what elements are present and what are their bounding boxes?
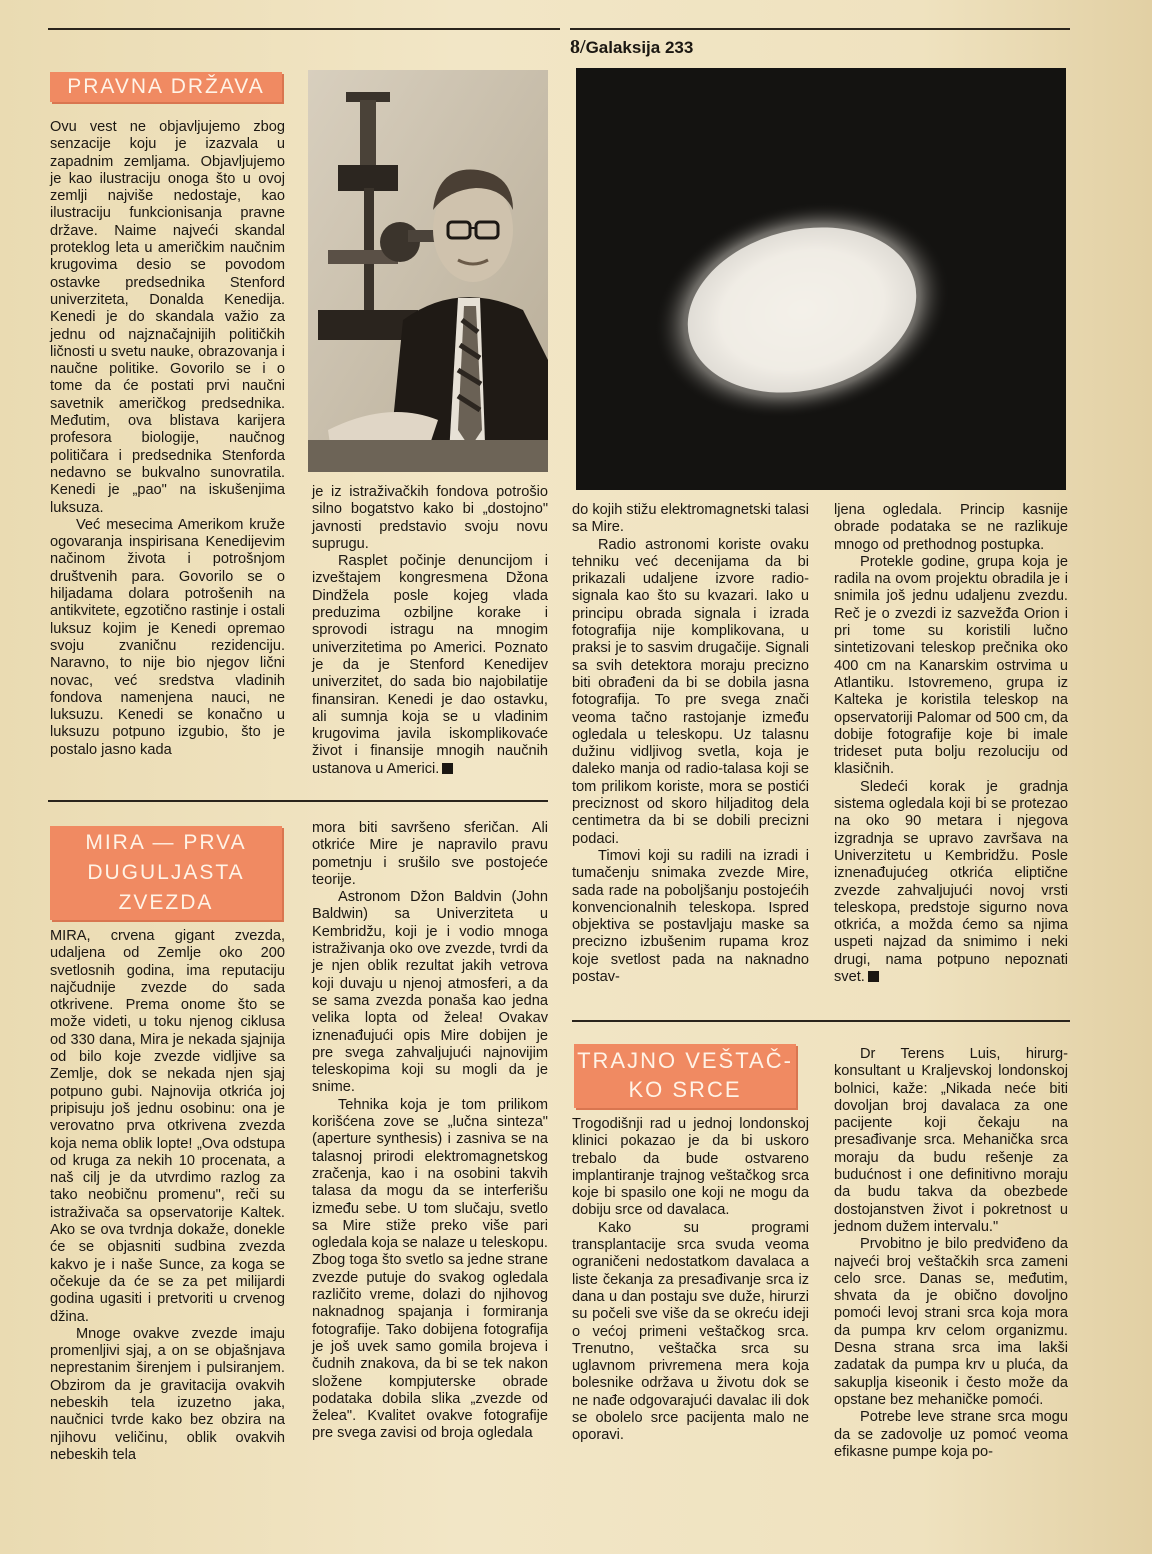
- article3-title-line: TRAJNO VEŠTAČ-: [577, 1048, 793, 1073]
- end-mark-icon: [442, 763, 453, 774]
- article3-paragraph: Potrebe leve strane srca mogu da se zadovolje uz pomoć veoma efikasne pumpe koja po-: [834, 1409, 1068, 1460]
- top-rule-right: [570, 28, 1070, 30]
- article1-paragraph: [312, 553, 548, 778]
- article2-column4: [834, 502, 1068, 986]
- article1-title-banner: [50, 72, 282, 102]
- article1-paragraph-text: Rasplet počinje denuncijom i izveštajem kongresmena Džona Dindžela posle kojeg vlada preduzima ozbiljne korake i sprovodi istragu na mnogim univerzitetima po Americi. Poznato je da je Stenford Kenedijev univerzitet, do sada bio najobilatije finansiran. Kenedi je dao ostavku, ali sumnja koja se u vladinim krugovima javila iskomplikovaće život i finansije mnogih naučnih ustanova u Americi.: [312, 553, 548, 777]
- article2-column3: [572, 502, 809, 986]
- kennedy-photo-image: [308, 70, 548, 472]
- mira-star-image: [576, 68, 1066, 490]
- article3-paragraph: Prvobitno je bilo predviđeno da najveći broj veštačkih srca zameni celo srce. Danas se, međutim, shvata da je obično dovoljno pomoći levoj strani srca koja mora da pumpa krv celom organizmu. Desna strana srca ima lakši zadatak da pumpa krv u pluća, da sakuplja kiseonik i često može da opstane bez mehaničke pomoći.: [834, 1236, 1068, 1408]
- article2-paragraph: ljena ogledala. Princip kasnije obrade podataka se ne razlikuje mnogo od prethodnog postupka.: [834, 502, 1068, 553]
- article2-paragraph: Timovi koji su radili na izradi i tumačenju snimaka zvezde Mire, sada rade na poboljšanju postojećih konvencionalnih teleskopa. Ispred objektiva se postavljaju maske sa precizno izbušenim rupama kroz koje svetlost pada na naknadno postav-: [572, 847, 809, 986]
- article2-paragraph: Mnoge ovakve zvezde imaju promenljivi sjaj, a on se objašnjava neprestanim širenjem i pulsiranjem. Obzirom da je gravitacija ovakvih nebeskih tela izuzetno jaka, naučnici tvrde kako bez obzira na njihovu veličinu, oblik ovakvih nebeskih tela: [50, 1325, 285, 1463]
- article1-column2: [312, 484, 548, 778]
- kennedy-photo: [308, 70, 548, 472]
- article2-title-line: DUGULJASTA: [87, 861, 245, 884]
- end-mark-icon: [868, 971, 879, 982]
- top-rule-left: [48, 28, 560, 30]
- section-rule: [572, 1020, 1070, 1022]
- article2-paragraph: Astronom Džon Baldvin (John Baldwin) sa Univerziteta u Kembridžu, koji je i vodio mnoga istraživanja oko ove zvezde, tvrdi da je njen oblik rezultat jakih vetrova koji duvaju u njenoj atmosferi, a da se sama zvezda ponaša kao jedna velika lopta od želea! Ovakav iznenađujući opis Mire dobijen je pre svega zahvaljujući najnovijim teleskopima koji su mogli da je snime.: [312, 889, 548, 1096]
- article2-column2: [312, 820, 548, 1443]
- article2-title-line: ZVEZDA: [118, 891, 214, 914]
- article3-column2: [834, 1046, 1068, 1461]
- article2-column1: [50, 928, 285, 1464]
- article2-paragraph: Tehnika koja je tom prilikom korišćena zove se „lučna sinteza" (aperture synthesis) i zasniva se na talasnoj prirodi elektromagnetskog zračenja, kao i na osobini takvih talasa da mogu da se interferišu između sebe. U tom slučaju, svetlo sa Mire stiže preko više pari ogledala koja se nalaze u teleskopu. Zbog toga što svetlo sa jedne strane zvezde putuje do svakog ogledala različito vreme, dolazi do njihovog naknadnog spajanja i formiranja fotografije. Tako dobijena fotografija je još uvek samo gomila brojeva i čudnih znakova, da bi se tek nakon složene kompjuterske obrade podataka dobila slika „zvezde od želea". Kvalitet ovakve fotografije pre svega zavisi od broja ogledala: [312, 1096, 548, 1442]
- article3-paragraph: Trogodišnji rad u jednoj londonskoj klinici pokazao je da bi uskoro trebalo da bude ostvareno implantiranje trajnog veštačkog srca koje bi spasilo one koji ne mogu da dobiju srce od davalaca.: [572, 1116, 809, 1219]
- article1-paragraph: Već mesecima Amerikom kruže ogovaranja inspirisana Kenedijevim načinom života i potrošnjom društvenih para. Govorilo se o hiljadama dolara potrošenih na antikvitete, egzotično rastinje i ostali luksuz kojim je Kenedi opremao svoju zvaničnu rezidenciju. Naravno, to nije bio njegov lični novac, već sredstva vladinih fondova namenjena nauci, ne luksuzu. Kenedi se konačno u luksuzu potpuno izgubio, što je postalo jasno kada: [50, 516, 285, 758]
- article3-column1: [572, 1116, 809, 1445]
- article3-paragraph: Dr Terens Luis, hirurg-konsultant u Kraljevskoj londonskoj bolnici, kaže: „Nikada neće biti dovoljan broj davalaca za one pacijente koji čekaju na presađivanje srca. Mehanička srca moraju da budu rešenje za budućnost i one definitivno moraju da budu takva da obezbede dostojanstven život i pokretnost u jednom dužem intervalu.": [834, 1046, 1068, 1235]
- article2-paragraph: [834, 779, 1068, 987]
- article2-paragraph-text: Sledeći korak je gradnja sistema ogledala koji bi se protezao na oko 90 metara i njegova izgradnja se upravo završava na Univerzitetu u Kembridžu. Posle iznenađujućeg otkrića eliptične zvezde zahvaljujući novoj vrsti teleskopa, predstoje sigurno nova otkrića, a možda ćemo sa njima uspeti najzad da snimimo i neki drugi, nama potpuno nepoznati svet.: [834, 778, 1068, 986]
- article3-paragraph: Kako su programi transplantacije srca svuda veoma ograničeni nedostatkom davalaca a liste čekanja za presađivanje srca iz dana u dan postaju sve duže, hirurzi su počeli sve više da se okreću ideji o većoj primeni veštačkog srca. Trenutno, veštačka srca su uglavnom privremena mera koja bolesnike održava u životu dok se ne nađe odgovarajući davalac ili dok se obolelo srce pacijenta malo ne oporavi.: [572, 1219, 809, 1444]
- section-rule: [48, 800, 548, 802]
- article2-paragraph: mora biti savršeno sferičan. Ali otkriće Mire je napravilo pravu pometnju i srušilo sve postojeće teorije.: [312, 820, 548, 888]
- magazine-issue: Galaksija 233: [585, 38, 694, 57]
- article3-title-banner: [574, 1044, 796, 1108]
- page-header: [570, 36, 693, 59]
- mira-star-photo: [576, 68, 1066, 490]
- article1-column1: [50, 119, 285, 759]
- article2-title-line: MIRA — PRVA: [85, 831, 247, 854]
- article2-paragraph: Radio astronomi koriste ovaku tehniku već decenijama da bi prikazali udaljene izvore radio-signala kao što su kvazari. Iako u principu obrada signala i izrada fotografija nije komplikovana, u praksi je to sasvim drugačije. Signali sa svih detektora moraju precizno biti obrađeni da bi se dobila jasna fotografija. To pre svega znači veoma tačno rastojanje između ogledala u teleskopu. Uz talasnu dužinu vidljivog svetla, koja je daleko manja od radio-talasa koji se tom prilikom koriste, mora se postići preciznost od skoro hiljaditog dela centimetra da bi se dobili precizni podaci.: [572, 536, 809, 847]
- article1-title: PRAVNA DRŽAVA: [67, 75, 265, 98]
- article2-paragraph: Protekle godine, grupa koja je radila na ovom projektu obradila je i snimila još jednu udaljenu zvezdu. Reč je o zvezdi iz sazvežđa Orion i pri tome su koristili lučno sintetizovani teleskop prečnika oko 400 cm na Kanarskim ostrvima u Atlantiku. Istovremeno, grupa iz Kalteka je koristila teleskop na opservatoriji Palomar od 500 cm, da dobije fotografije koje bi imale trideset puta bolju rezoluciju od klasičnih.: [834, 553, 1068, 778]
- article2-paragraph: MIRA, crvena gigant zvezda, udaljena od Zemlje oko 200 svetlosnih godina, ima reputaciju najčudnije zvezde do sada otkrivene. Prema onome što se može videti, u toku njenog ciklusa od 330 dana, Mira je nekada sjajnija od bilo koje zvezde vidljive sa Zemlje, dok se nekada njen sjaj potpuno gubi. Najnovija otkrića joj pripisuju još jednu osobinu: ona je verovatno prva otkrivena zvezda koja nema oblik lopte! „Ova odstupa od kruga za nekih 10 procenata, a naš cilj je da utvrdimo razlog za tako neobičnu promenu", reči su istraživača sa opservatorije Kaltek. Ako se ova tvrdnja dokaže, donekle će se objasniti sudbina zvezda kakvo je i naše Sunce, za koga se očekuje da će se za pet milijardi godina ugasiti i pretvoriti u crvenog džina.: [50, 928, 285, 1325]
- article3-title-line: KO SRCE: [628, 1077, 742, 1102]
- article2-title-banner: [50, 826, 282, 920]
- page-number: 8/: [570, 36, 586, 58]
- article1-paragraph: Ovu vest ne objavljujemo zbog senzacije koju je izazvala u zapadnim zemljama. Objavljujemo je kao ilustraciju onoga što u ovoj zemlji najviše nedostaje, kao ilustraciju funkcionisanja pravne države. Naime najveći skandal proteklog leta u američkim naučnim krugovima desio se povodom ostavke predsednika Stenford univerziteta, Donalda Kenedija. Kenedi je do skandala važio za jednu od najznačajnijih političkih ličnosti u svetu nauke, obrazovanja i naučne politike. Govorilo se i o tome da će postati prvi naučni savetnik američkog predsednika. Međutim, ova blistava karijera profesora biologije, naučnog političara i predsednika Stenforda nedavno se bukvalno sunovratila. Kenedi je „pao" na iskušenjima luksuza.: [50, 119, 285, 516]
- article1-paragraph: je iz istraživačkih fondova potrošio silno bogatstvo kako bi „dostojno" javnosti predstavio svoju novu suprugu.: [312, 484, 548, 552]
- article2-paragraph: do kojih stižu elektromagnetski talasi sa Mire.: [572, 502, 809, 536]
